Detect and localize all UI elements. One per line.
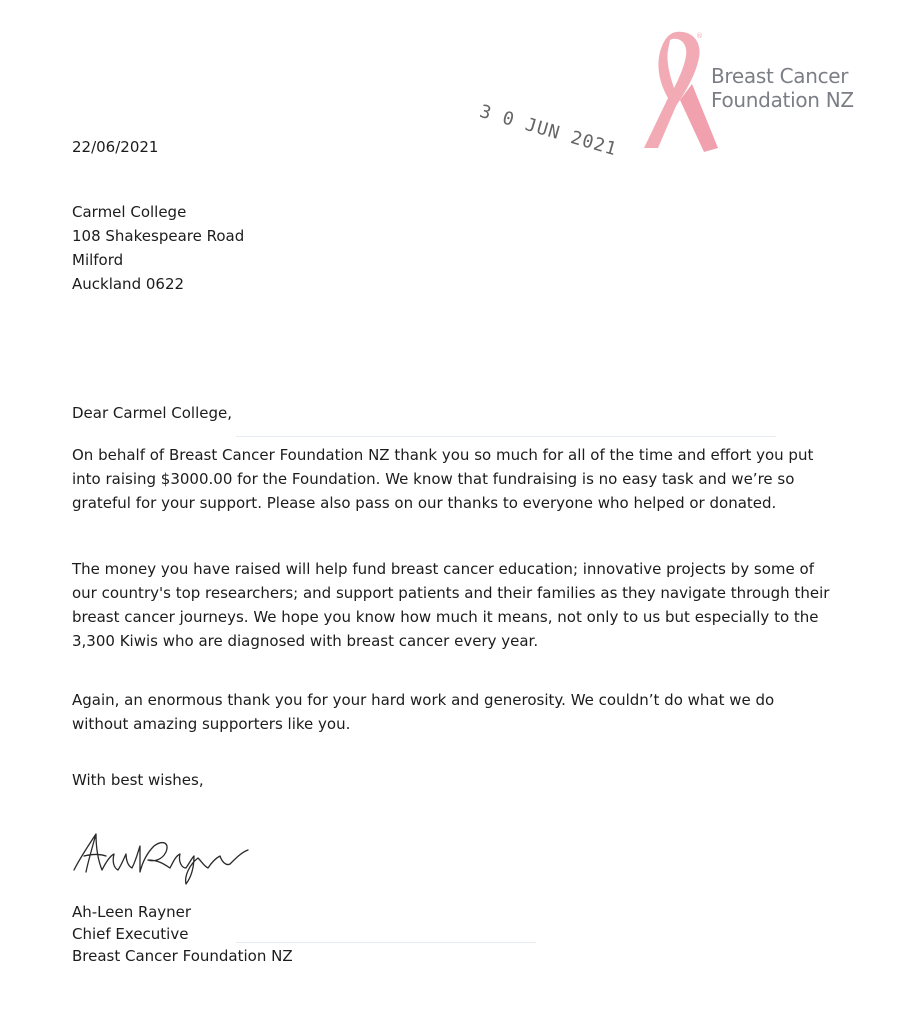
scan-artifact-line (236, 942, 536, 943)
paragraph-line: On behalf of Breast Cancer Foundation NZ thank you so much for all of the time and effort you put (72, 446, 814, 464)
letter-date: 22/06/2021 (72, 138, 159, 156)
paragraph-closing (72, 688, 832, 736)
registered-mark: ® (696, 32, 703, 40)
paragraph-line: breast cancer journeys. We hope you know how much it means, not only to us but especially to the (72, 608, 819, 626)
recipient-address (72, 200, 244, 296)
logo-line-2: Foundation NZ (711, 88, 854, 112)
signer-block (72, 900, 293, 966)
salutation: Dear Carmel College, (72, 404, 232, 422)
paragraph-line: into raising $3000.00 for the Foundation. We know that fundraising is no easy task and we’re so (72, 470, 795, 488)
paragraph-line: The money you have raised will help fund breast cancer education; innovative projects by some of (72, 560, 814, 578)
closing-line: With best wishes, (72, 771, 204, 789)
paragraph-thanks (72, 443, 832, 515)
received-date-stamp: 3 0 JUN 2021 (477, 101, 620, 161)
paragraph-impact (72, 557, 832, 653)
pink-ribbon-icon (640, 28, 720, 154)
recipient-city: Auckland 0622 (72, 275, 185, 293)
foundation-logo (640, 28, 890, 158)
logo-wordmark (711, 64, 854, 112)
paragraph-line: 3,300 Kiwis who are diagnosed with breast cancer every year. (72, 632, 539, 650)
paragraph-line: grateful for your support. Please also pass on our thanks to everyone who helped or donated. (72, 494, 777, 512)
recipient-name: Carmel College (72, 203, 187, 221)
signer-title: Chief Executive (72, 925, 189, 943)
signer-organisation: Breast Cancer Foundation NZ (72, 947, 293, 965)
signature-text: Ah-Leen Rayner (66, 820, 74, 821)
handwritten-signature (66, 820, 266, 890)
logo-line-1: Breast Cancer (711, 64, 849, 88)
scan-artifact-line (236, 436, 776, 437)
paragraph-line: without amazing supporters like you. (72, 715, 351, 733)
signer-name: Ah-Leen Rayner (72, 903, 192, 921)
recipient-suburb: Milford (72, 251, 124, 269)
recipient-street: 108 Shakespeare Road (72, 227, 245, 245)
paragraph-line: Again, an enormous thank you for your hard work and generosity. We couldn’t do what we do (72, 691, 775, 709)
paragraph-line: our country's top researchers; and support patients and their families as they navigate through their (72, 584, 830, 602)
